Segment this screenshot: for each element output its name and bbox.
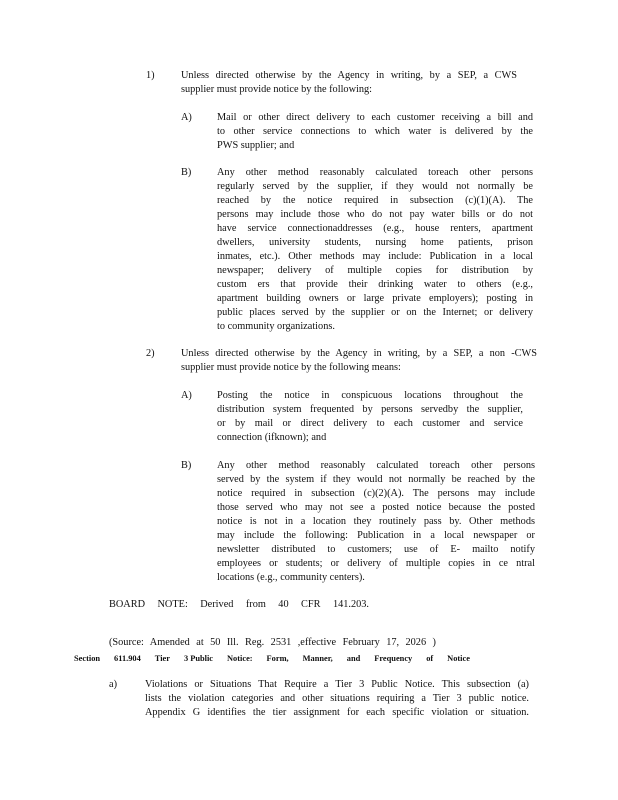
- text-line: persons may include those who do not pay water bills or do not: [217, 209, 533, 220]
- text-line: newspaper; delivery of multiple copies for distribution by: [217, 265, 533, 276]
- item-1b-text: [217, 166, 533, 334]
- text-line: (Source: Amended at 50 Ill. Reg. 2531 ,effective February 17, 2026 ): [109, 637, 436, 648]
- item-2a-text: [217, 389, 523, 445]
- item-2-number: 2): [146, 348, 155, 359]
- text-line: connection (ifknown); and: [217, 432, 327, 443]
- text-line: may include the following: Publication in a local newspaper or: [217, 530, 535, 541]
- text-line: reached by the notice required in subsection (c)(1)(A). The: [217, 195, 533, 206]
- text-line: supplier must provide notice by the following:: [181, 84, 373, 95]
- heading-word: 611.904: [114, 654, 141, 663]
- text-line: apartment building owners or large private employers); posting in: [217, 293, 533, 304]
- text-line: those served who may not see a posted notice because the posted: [217, 502, 535, 513]
- text-line: Any other method reasonably calculated toreach other persons: [217, 460, 535, 471]
- heading-word: of: [426, 654, 434, 663]
- heading-word: Form,: [266, 654, 289, 663]
- text-line: custom ers that provide their drinking water to others (e.g.,: [217, 279, 533, 290]
- section-heading: [74, 654, 470, 664]
- text-line: Any other method reasonably calculated toreach other persons: [217, 167, 533, 178]
- heading-word: and: [346, 654, 361, 663]
- item-1-text: [181, 69, 517, 97]
- item-1a-letter: A): [181, 112, 192, 123]
- text-line: supplier must provide notice by the following means:: [181, 362, 401, 373]
- text-line: Unless directed otherwise by the Agency in writing, by a SEP, a non -CWS: [181, 348, 537, 359]
- text-line: notice required in subsection (c)(2)(A). The persons may include: [217, 488, 535, 499]
- heading-word: Notice:: [227, 654, 253, 663]
- item-2a-letter: A): [181, 390, 192, 401]
- source-note: [109, 636, 436, 650]
- text-line: public places served by the supplier or on the Internet; or delivery: [217, 307, 533, 318]
- board-note: [109, 598, 369, 612]
- item-1a-text: [217, 111, 533, 153]
- text-line: regularly served by the supplier, if they would not normally be: [217, 181, 533, 192]
- text-line: Appendix G identifies the tier assignment for each specific violation or situation.: [145, 707, 529, 718]
- item-2-text: [181, 347, 537, 375]
- item-2b-text: [217, 459, 535, 585]
- text-line: Unless directed otherwise by the Agency in writing, by a SEP, a CWS: [181, 70, 517, 81]
- text-line: locations (e.g., community centers).: [217, 572, 365, 583]
- item-1b-letter: B): [181, 167, 192, 178]
- text-line: PWS supplier; and: [217, 140, 295, 151]
- text-line: or by mail or direct delivery to each customer and service: [217, 418, 523, 429]
- text-line: Mail or other direct delivery to each customer receiving a bill and: [217, 112, 533, 123]
- text-line: lists the violation categories and other situations requiring a Tier 3 public notice.: [145, 693, 529, 704]
- item-1-number: 1): [146, 70, 155, 81]
- text-line: Posting the notice in conspicuous locations throughout the: [217, 390, 523, 401]
- heading-word: Tier: [154, 654, 170, 663]
- text-line: to community organizations.: [217, 321, 335, 332]
- text-line: distribution system frequented by persons servedby the supplier,: [217, 404, 523, 415]
- text-line: newsletter distributed to customers; use of E- mailto notify: [217, 544, 535, 555]
- text-line: inmates, etc.). Other methods may include: Publication in a local: [217, 251, 533, 262]
- text-line: have service connectionaddresses (e.g., house renters, apartment: [217, 223, 533, 234]
- heading-word: 3 Public: [183, 654, 214, 663]
- item-a-text: [145, 678, 529, 720]
- heading-word: Section: [74, 654, 101, 663]
- text-line: to other service connections to which water is delivered by the: [217, 126, 533, 137]
- heading-word: Manner,: [302, 654, 333, 663]
- heading-word: Frequency: [374, 654, 413, 663]
- text-line: notice is not in a location they routinely pass by. Other methods: [217, 516, 535, 527]
- text-line: BOARD NOTE: Derived from 40 CFR 141.203.: [109, 599, 369, 610]
- text-line: Violations or Situations That Require a Tier 3 Public Notice. This subsection (a): [145, 679, 529, 690]
- text-line: served by the system if they would not normally be reached by the: [217, 474, 535, 485]
- text-line: employees or students; or delivery of multiple copies in ce ntral: [217, 558, 535, 569]
- text-line: dwellers, university students, nursing home patients, prison: [217, 237, 533, 248]
- heading-word: Notice: [447, 654, 470, 663]
- item-a-letter: a): [109, 679, 117, 690]
- item-2b-letter: B): [181, 460, 192, 471]
